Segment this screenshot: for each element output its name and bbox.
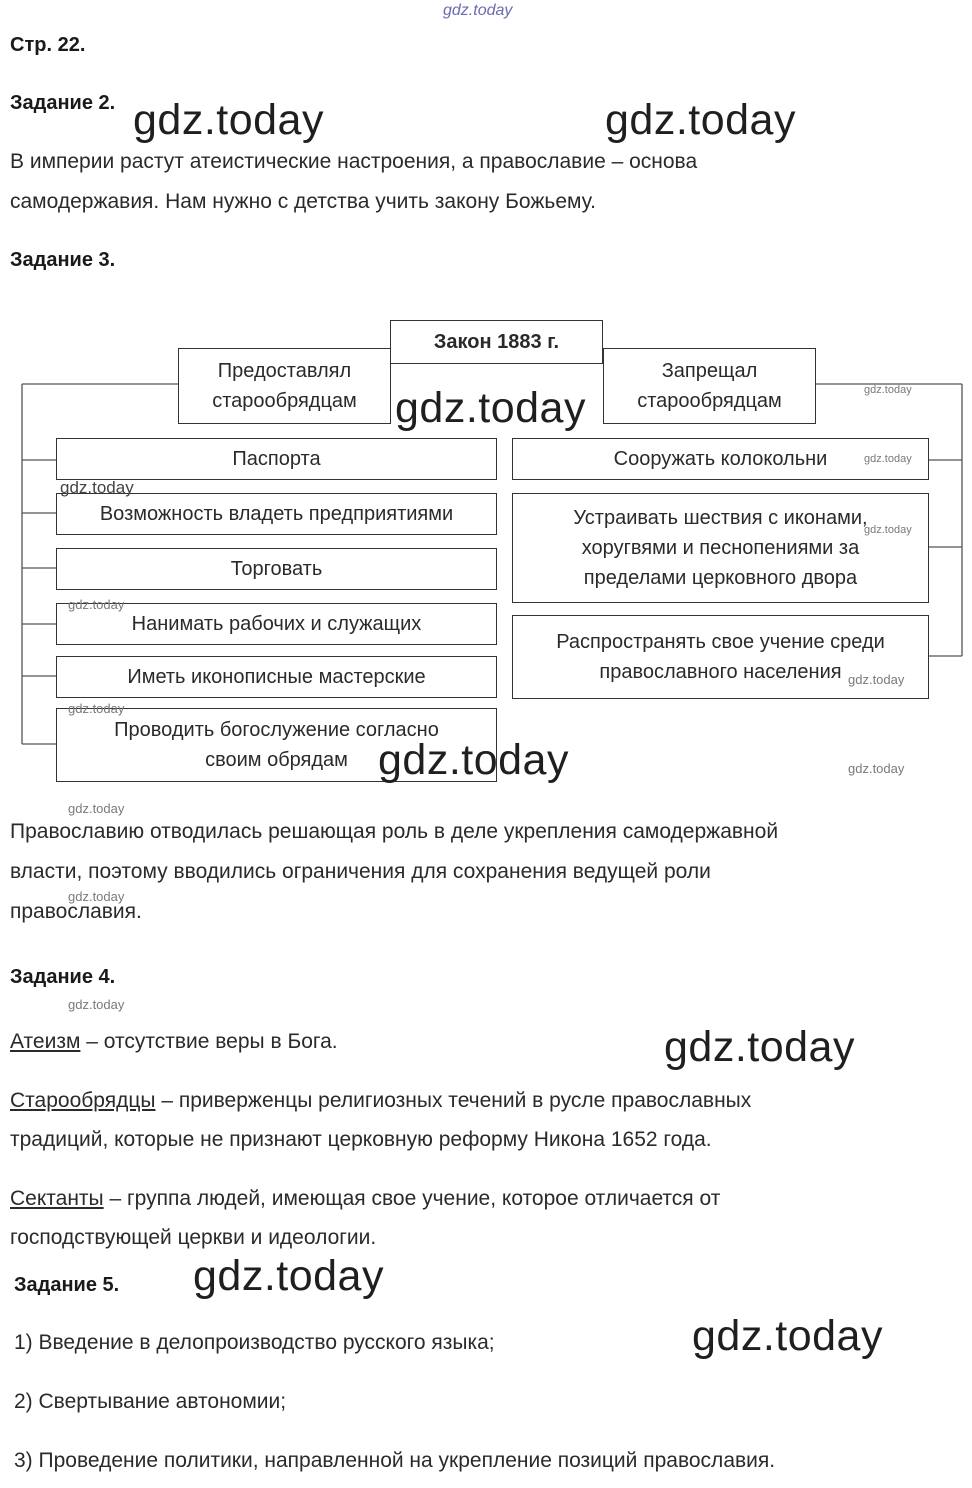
term-definition: – приверженцы религиозных течений в русле православных (155, 1089, 752, 1112)
task2-line1: В империи растут атеистические настроения, а православие – основа (10, 150, 698, 173)
watermark-small: gdz.today (60, 478, 134, 497)
watermark-small: gdz.today (864, 453, 912, 465)
left-item: Возможность владеть предприятиями (56, 493, 497, 535)
right-item: Устраивать шествия с иконами, хоругвями и песнопениями за пределами церковного двора (512, 493, 929, 603)
watermark-large: gdz.today (605, 96, 796, 144)
term-label: Старообрядцы (10, 1089, 156, 1112)
term-old-believers-cont: традиций, которые не признают церковную реформу Никона 1652 года. (10, 1128, 712, 1151)
watermark-large: gdz.today (395, 384, 586, 432)
term-atheism (10, 1022, 338, 1062)
term-sectarians (10, 1179, 720, 1219)
task5-heading: Задание 5. (14, 1274, 120, 1296)
page-label: Стр. 22. (10, 34, 86, 56)
task5-item: 1) Введение в делопроизводство русского языка; (14, 1331, 495, 1354)
term-sectarians-cont: господствующей церкви и идеологии. (10, 1226, 377, 1249)
right-item: Распространять свое учение среди православного населения (512, 615, 929, 699)
term-label: Сектанты (10, 1187, 104, 1210)
left-item: Нанимать рабочих и служащих (56, 603, 497, 645)
diagram-root: Закон 1883 г. (390, 320, 603, 364)
term-definition: – группа людей, имеющая свое учение, которое отличается от (103, 1187, 721, 1210)
task5-item: 2) Свертывание автономии; (14, 1390, 287, 1413)
watermark-large: gdz.today (193, 1252, 384, 1300)
diagram-right-header: Запрещал старообрядцам (603, 348, 816, 424)
right-item: Сооружать колокольни (512, 438, 929, 480)
term-definition: – отсутствие веры в Бога. (80, 1030, 338, 1053)
task3-conclusion-line2: власти, поэтому вводились ограничения для сохранения ведущей роли (10, 860, 711, 883)
watermark-large: gdz.today (692, 1312, 883, 1360)
watermark-top: gdz.today (443, 2, 513, 19)
watermark-large: gdz.today (378, 736, 569, 784)
watermark-large: gdz.today (133, 96, 324, 144)
watermark-small: gdz.today (68, 997, 125, 1012)
task4-heading: Задание 4. (10, 966, 116, 988)
left-item: Проводить богослужение согласно своим обрядам (56, 708, 497, 782)
left-item: Иметь иконописные мастерские (56, 656, 497, 698)
left-item: Паспорта (56, 438, 497, 480)
task2-line2: самодержавия. Нам нужно с детства учить закону Божьему. (10, 190, 596, 213)
watermark-small: gdz.today (864, 384, 912, 396)
watermark-small: gdz.today (68, 597, 125, 612)
task3-conclusion-line3: православия. (10, 900, 142, 923)
watermark-small: gdz.today (68, 701, 125, 716)
task5-item: 3) Проведение политики, направленной на укрепление позиций православия. (14, 1449, 776, 1472)
watermark-small: gdz.today (848, 761, 905, 776)
watermark-small: gdz.today (68, 801, 125, 816)
term-old-believers (10, 1081, 751, 1121)
watermark-small: gdz.today (68, 889, 125, 904)
watermark-large: gdz.today (664, 1023, 855, 1071)
left-item: Торговать (56, 548, 497, 590)
task3-heading: Задание 3. (10, 249, 116, 271)
watermark-small: gdz.today (864, 524, 912, 536)
task2-heading: Задание 2. (10, 92, 116, 114)
diagram-left-header: Предоставлял старообрядцам (178, 348, 391, 424)
watermark-small: gdz.today (848, 672, 905, 687)
term-label: Атеизм (10, 1030, 81, 1053)
task3-conclusion-line1: Православию отводилась решающая роль в деле укрепления самодержавной (10, 820, 779, 843)
